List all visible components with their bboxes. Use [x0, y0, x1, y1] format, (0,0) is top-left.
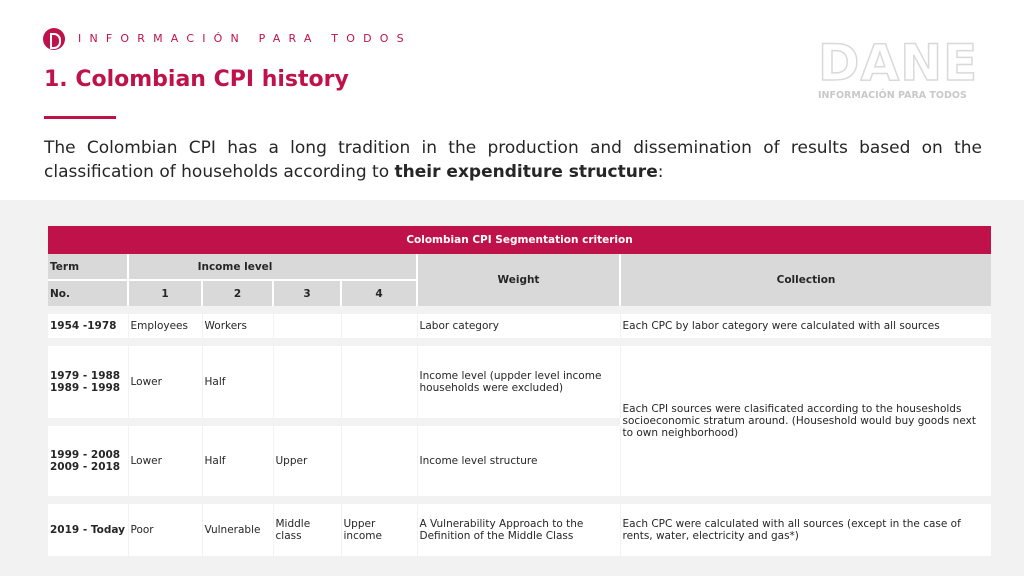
row-level-3: Middle class	[273, 504, 341, 556]
row-collection: Each CPC by labor category were calculated with all sources	[620, 314, 991, 338]
row-level-2: Half	[202, 346, 273, 418]
row-level-2: Workers	[202, 314, 273, 338]
header-level-2: 2	[202, 280, 273, 306]
row-term: 1954 -1978	[48, 314, 128, 338]
row-level-1: Lower	[128, 346, 202, 418]
row-level-4: Upper income	[341, 504, 417, 556]
shared-collection: Each CPI sources were clasificated according to the housesholds socioeconomic stratum around. (Houseshold would buy goods next to own neighborhood)	[620, 346, 991, 496]
table-row	[48, 346, 991, 418]
header-no: No.	[48, 280, 128, 306]
intro-paragraph	[44, 136, 982, 184]
intro-text-end: :	[657, 162, 664, 182]
header-term: Term	[48, 254, 128, 280]
row-collection: Each CPC were calculated with all sources (except in the case of rents, water, electricity and gas*)	[620, 504, 991, 556]
dane-logo-subtitle: INFORMACIÓN PARA TODOS	[818, 90, 967, 101]
row-level-4	[341, 314, 417, 338]
dane-logo-text: DANE	[818, 34, 979, 92]
row-level-3	[273, 346, 341, 418]
row-level-1: Poor	[128, 504, 202, 556]
row-term: 1979 - 1988 1989 - 1998	[48, 346, 128, 418]
table-row	[48, 504, 991, 556]
title-underline	[44, 116, 116, 119]
header-level-4: 4	[341, 280, 417, 306]
row-level-1: Employees	[128, 314, 202, 338]
dane-d-logo-icon	[43, 28, 65, 50]
header-weight: Weight	[417, 254, 620, 306]
header-level-1: 1	[128, 280, 202, 306]
row-weight: Income level (uppder level income households were excluded)	[417, 346, 620, 418]
row-level-2: Vulnerable	[202, 504, 273, 556]
table-row	[48, 314, 991, 338]
header-level-3: 3	[273, 280, 341, 306]
row-level-4	[341, 426, 417, 496]
page-title: 1. Colombian CPI history	[44, 67, 349, 92]
header-collection: Collection	[620, 254, 991, 306]
row-level-3: Upper	[273, 426, 341, 496]
header-income-level-blank	[341, 254, 417, 280]
row-level-3	[273, 314, 341, 338]
row-level-4	[341, 346, 417, 418]
table-banner: Colombian CPI Segmentation criterion	[48, 226, 991, 254]
intro-emphasis: their expenditure structure	[394, 162, 658, 182]
row-weight: A Vulnerability Approach to the Definition of the Middle Class	[417, 504, 620, 556]
row-level-1: Lower	[128, 426, 202, 496]
cpi-segmentation-table	[48, 226, 992, 556]
header-tagline: INFORMACIÓN PARA TODOS	[78, 32, 412, 45]
row-term: 2019 - Today	[48, 504, 128, 556]
dane-logo	[818, 34, 980, 104]
row-weight: Labor category	[417, 314, 620, 338]
header-income-level: Income level	[128, 254, 341, 280]
row-term: 1999 - 2008 2009 - 2018	[48, 426, 128, 496]
row-level-2: Half	[202, 426, 273, 496]
intro-text: The Colombian CPI has a long tradition in the production and dissemination of results based on the classification of households according to	[44, 138, 982, 182]
row-weight: Income level structure	[417, 426, 620, 496]
